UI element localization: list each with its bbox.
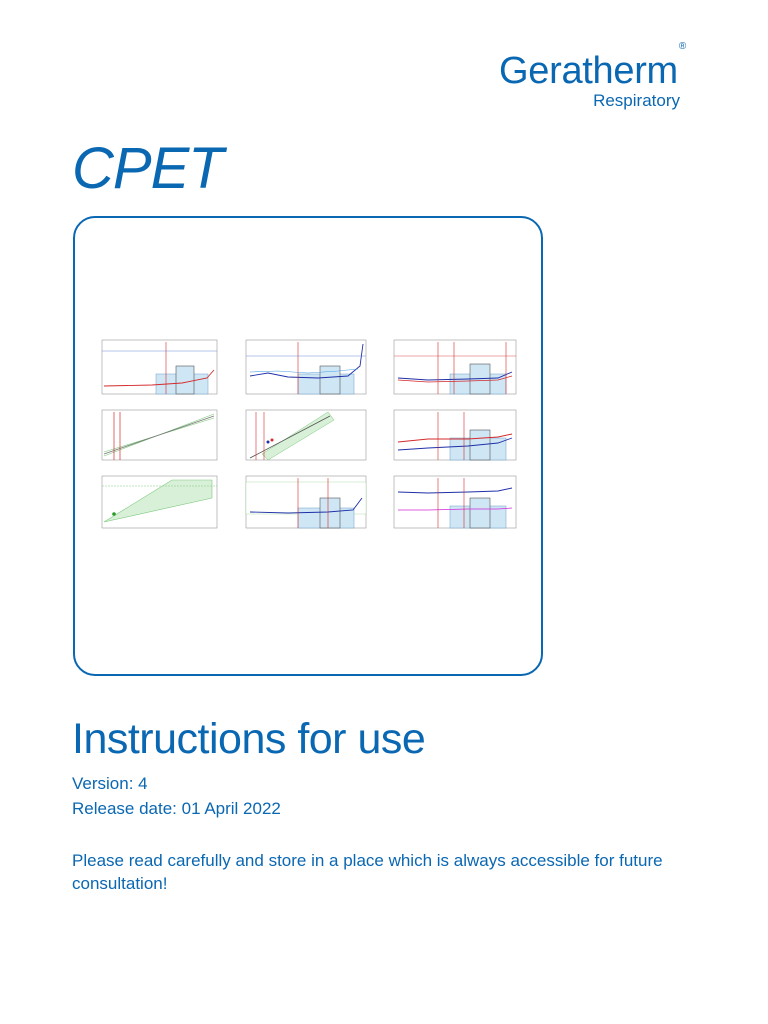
chart-panel-4 (102, 410, 217, 460)
brand-name: Geratherm (499, 50, 678, 92)
cpet-chart-panel-grid (92, 336, 524, 538)
chart-panel-5 (246, 410, 366, 460)
storage-notice: Please read carefully and store in a place which is always accessible for future consultation! (72, 851, 663, 893)
brand-logo (499, 41, 686, 110)
chart-panel-8 (246, 476, 366, 528)
chart-panel-9 (394, 476, 516, 528)
document-title: CPET (72, 136, 223, 201)
version-text: Version: 4 (72, 774, 148, 793)
brand-subtitle: Respiratory (593, 91, 680, 110)
chart-panel-7 (102, 476, 217, 528)
chart-panel-6 (394, 410, 516, 460)
page-heading: Instructions for use (72, 715, 426, 763)
registered-mark: ® (678, 41, 686, 53)
chart-panel-2 (246, 340, 366, 394)
chart-panel-1 (102, 340, 217, 394)
release-date-text: Release date: 01 April 2022 (72, 799, 281, 818)
chart-panel-3 (394, 340, 516, 394)
cover-figure-frame (73, 216, 543, 676)
